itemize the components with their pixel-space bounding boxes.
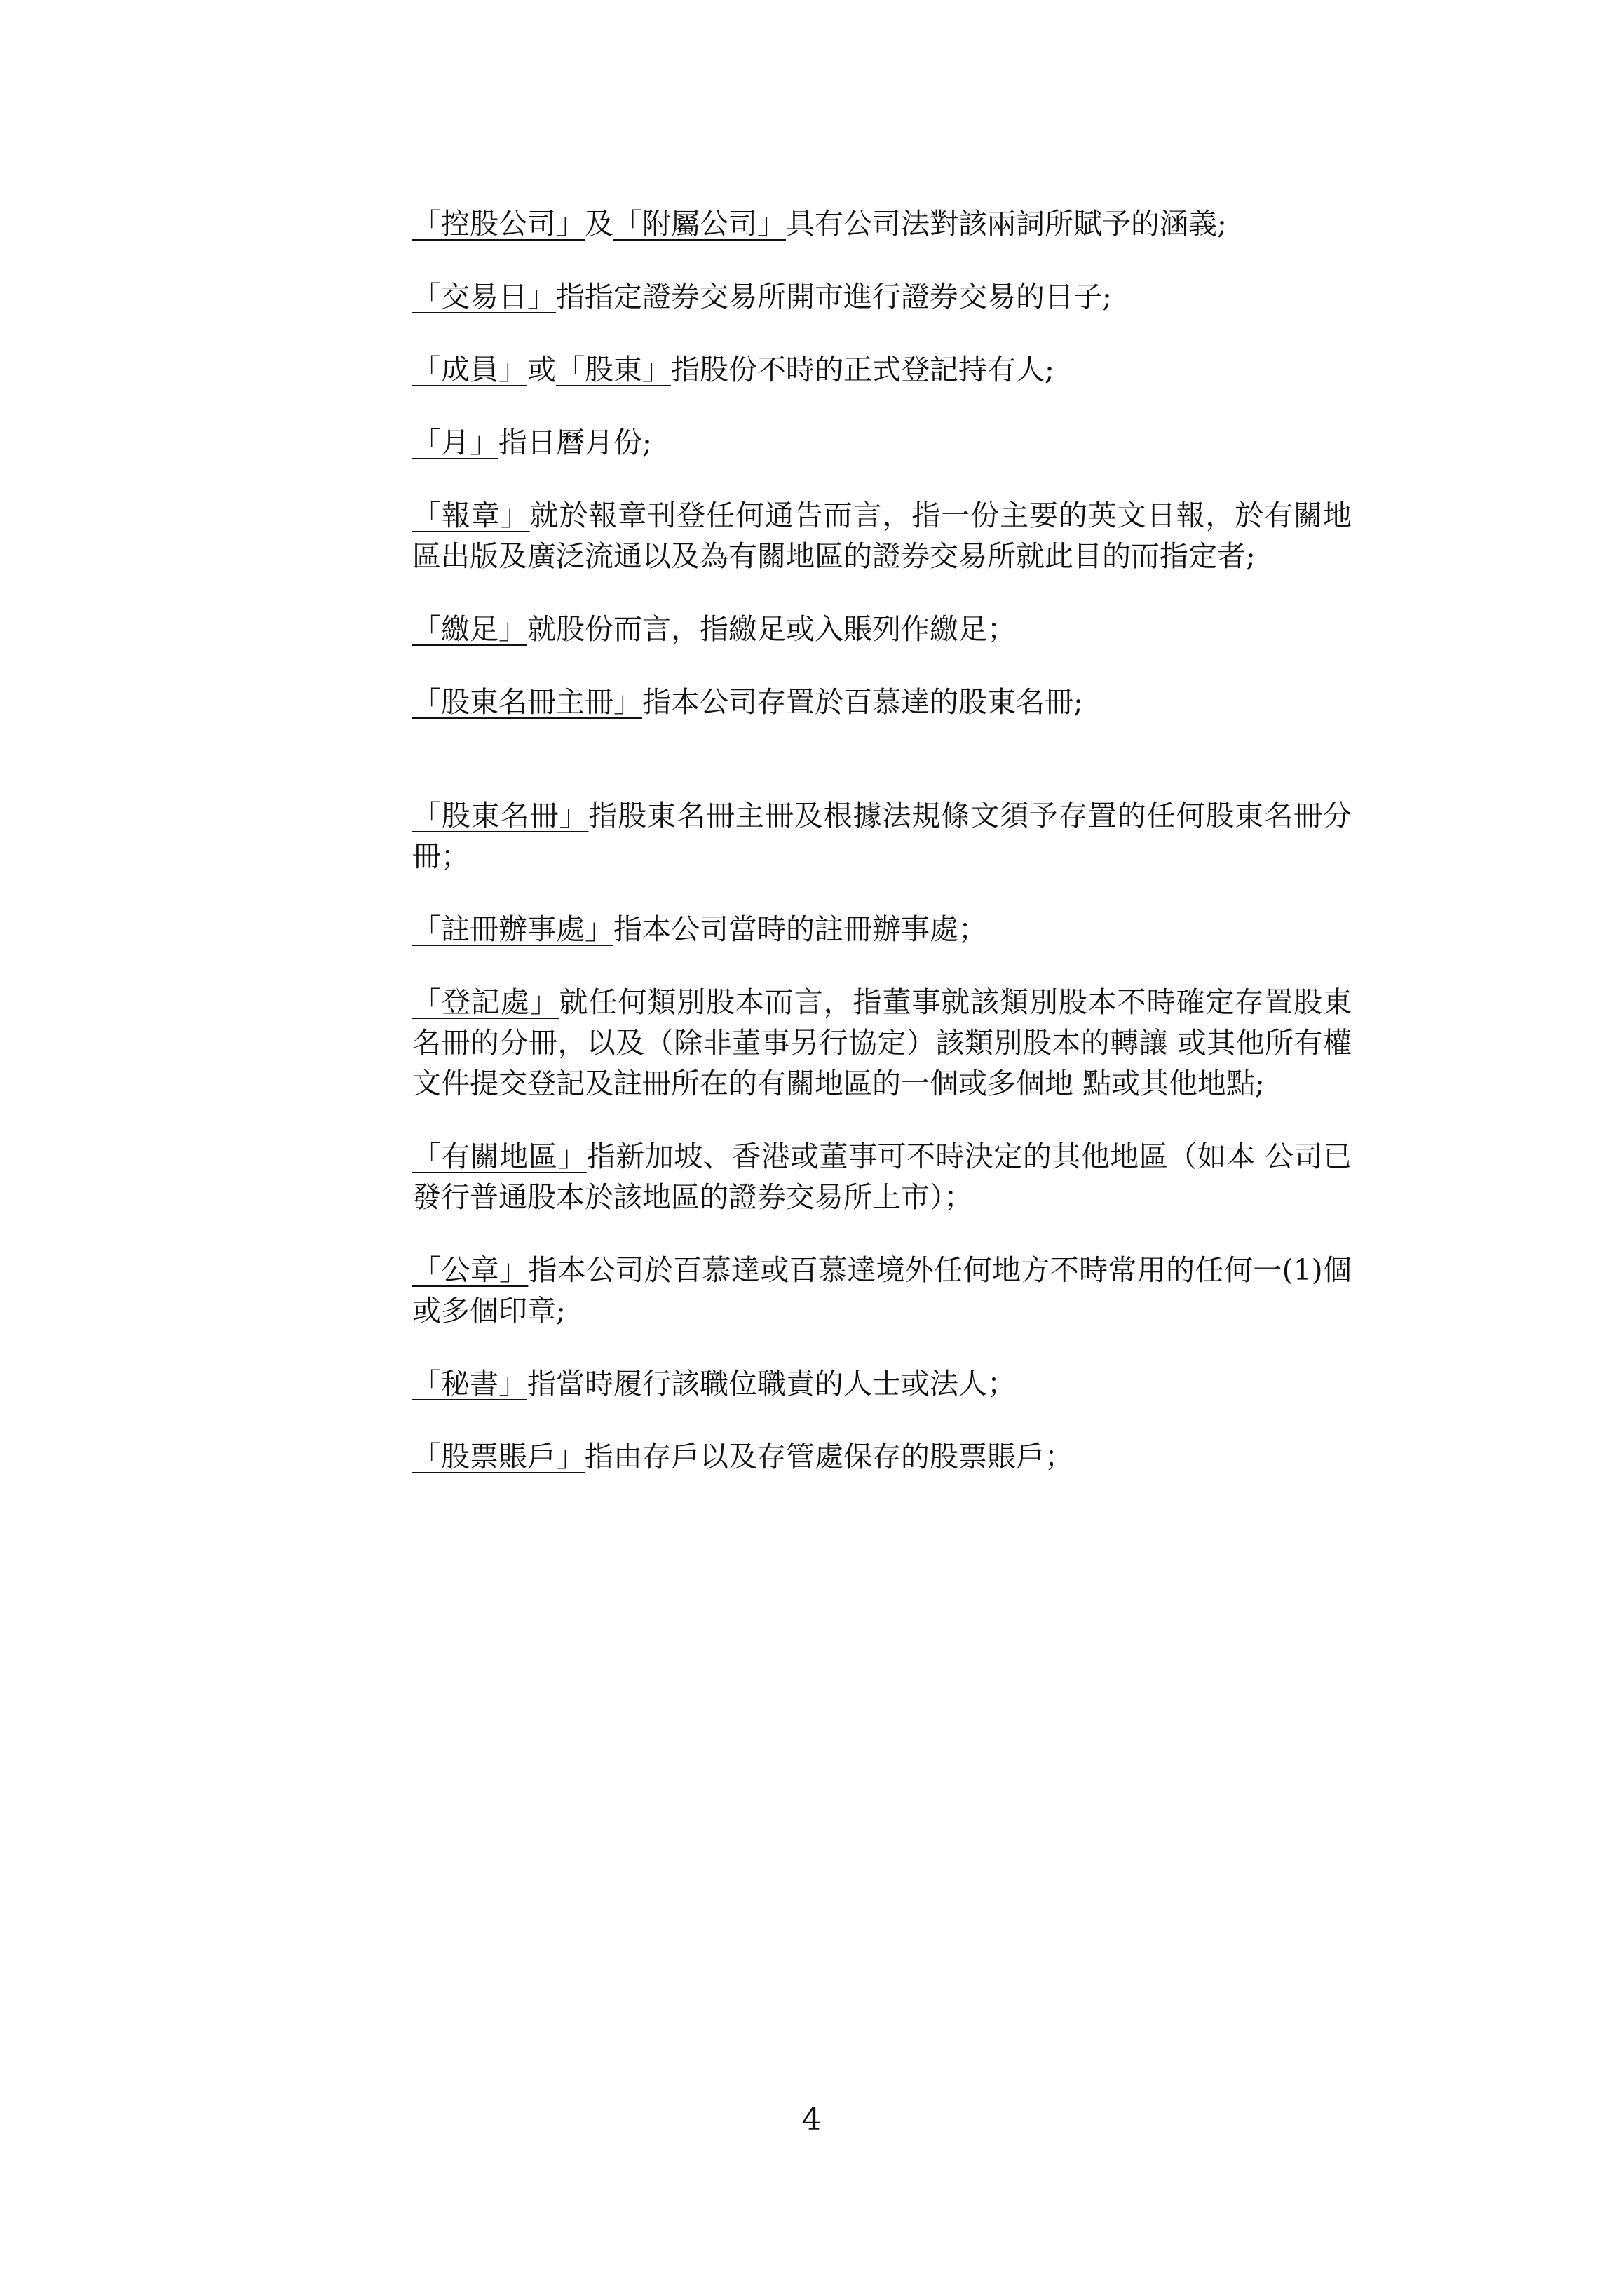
definition-text: 就於報章刊登任何通告而言，指一份主要的英文日報，於有關地區出版及廣泛流通以及為有關地區的證券交易所就此目的而指定者; — [412, 499, 1352, 573]
defined-term: 「註冊辦事處」 — [412, 912, 613, 946]
definition-text: 指指定證券交易所開市進行證券交易的日子; — [556, 280, 1112, 313]
defined-term: 「有關地區」 — [412, 1140, 587, 1173]
definition-registration-office — [412, 982, 1352, 1104]
definition-text: 指由存戶以及存管處保存的股票賬戶； — [585, 1440, 1073, 1473]
definition-text: 指股東名冊主冊及根據法規條文須予存置的任何股東名冊分冊； — [412, 799, 1352, 873]
definition-paid-up — [412, 609, 1352, 649]
defined-term: 「控股公司」 — [412, 207, 585, 241]
definition-text: 就任何類別股本而言，指董事就該類別股本不時確定存置股東名冊的分冊，以及（除非董事另行協定）該類別股本的轉讓 或其他所有權文件提交登記及註冊所在的有關地區的一個或多個地 點或其他地點; — [412, 985, 1352, 1100]
defined-term: 「成員」 — [412, 353, 527, 386]
definition-text: 指日曆月份; — [498, 426, 652, 459]
definition-securities-account — [412, 1436, 1352, 1477]
definition-seal — [412, 1250, 1352, 1331]
defined-term: 「股東名冊」 — [412, 799, 589, 832]
defined-term: 「報章」 — [412, 499, 530, 532]
definition-principal-register — [412, 682, 1352, 722]
definition-relevant-territory — [412, 1136, 1352, 1217]
definition-text: 及 — [585, 207, 613, 241]
defined-term: 「月」 — [412, 426, 498, 459]
definition-text: 就股份而言，指繳足或入賬列作繳足； — [527, 612, 1016, 646]
defined-term: 「附屬公司」 — [613, 207, 786, 241]
definition-newspaper — [412, 495, 1352, 576]
defined-term: 「繳足」 — [412, 612, 527, 646]
defined-term: 「股東名冊主冊」 — [412, 685, 642, 719]
definition-text: 指本公司存置於百慕達的股東名冊; — [642, 685, 1083, 719]
definition-text: 或 — [527, 353, 556, 386]
defined-term: 「股東」 — [556, 353, 671, 386]
definition-text: 具有公司法對該兩詞所賦予的涵義; — [786, 207, 1227, 241]
defined-term: 「秘書」 — [412, 1367, 527, 1400]
definition-registered-office — [412, 909, 1352, 950]
definition-text: 指新加坡、香港或董事可不時決定的其他地區（如本 公司已發行普通股本於該地區的證券交易所上市）； — [412, 1140, 1352, 1214]
definition-secretary — [412, 1363, 1352, 1404]
definition-holding-company — [412, 203, 1352, 244]
definition-register — [412, 795, 1352, 877]
defined-term: 「登記處」 — [412, 985, 559, 1019]
definition-member — [412, 349, 1352, 390]
definition-text: 指當時履行該職位職責的人士或法人； — [527, 1367, 1016, 1400]
definitions-list — [412, 203, 1352, 1509]
definition-text: 指本公司於百慕達或百慕達境外任何地方不時常用的任何一(1)個或多個印章; — [412, 1253, 1352, 1328]
defined-term: 「交易日」 — [412, 280, 556, 313]
definition-trading-day — [412, 276, 1352, 317]
definition-text: 指本公司當時的註冊辦事處； — [613, 912, 987, 946]
definition-text: 指股份不時的正式登記持有人; — [671, 353, 1054, 386]
page-number: 4 — [801, 2102, 822, 2138]
defined-term: 「股票賬戶」 — [412, 1440, 585, 1473]
defined-term: 「公章」 — [412, 1253, 529, 1287]
definition-month — [412, 422, 1352, 463]
